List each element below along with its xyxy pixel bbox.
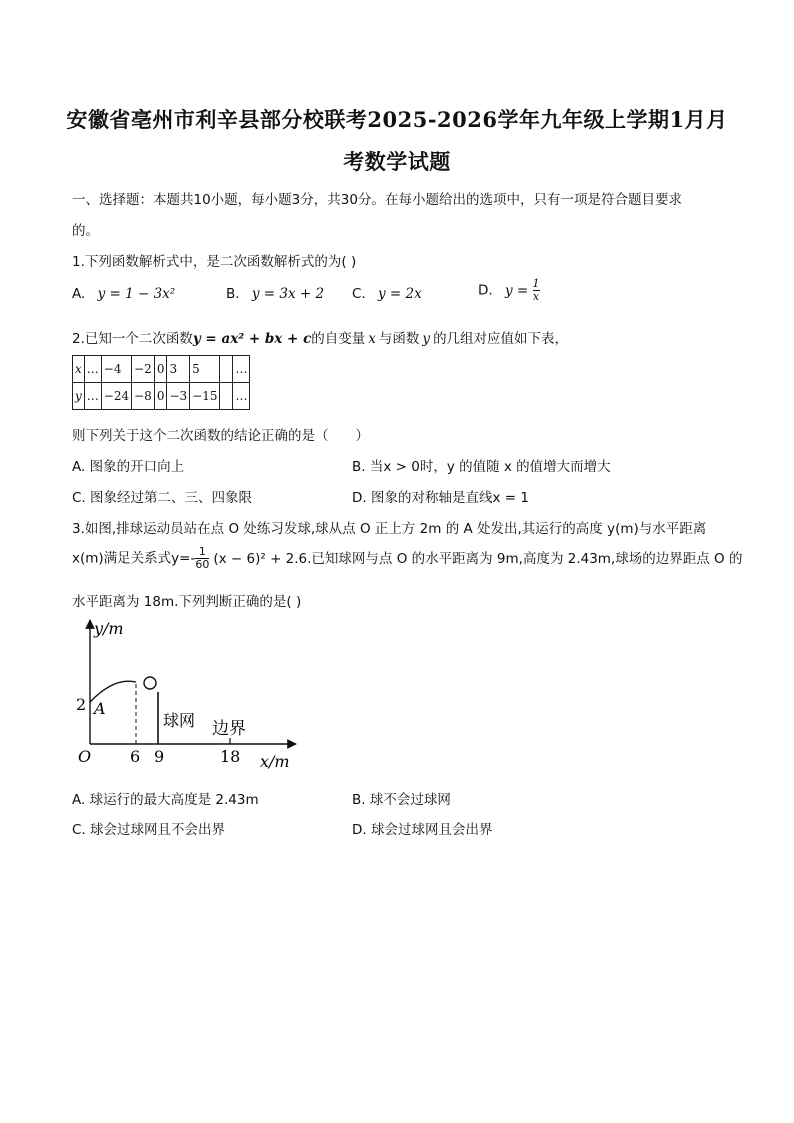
q3-option-c xyxy=(72,818,225,838)
option-label: C. xyxy=(352,286,366,302)
table-cell xyxy=(220,356,233,383)
q2-stem-mid: 的自变量 xyxy=(311,331,366,347)
y-axis-label: y/m xyxy=(94,619,124,638)
table-cell: … xyxy=(233,356,250,383)
q2-value-table xyxy=(72,355,250,410)
option-expr: y = 3x + 2 xyxy=(251,286,325,302)
table-cell: −15 xyxy=(190,383,220,410)
fraction-denominator: 60 xyxy=(195,558,210,571)
q2-question: 则下列关于这个二次函数的结论正确的是（ ） xyxy=(72,428,369,444)
fraction-numerator: 1 xyxy=(532,277,540,290)
option-expr: y = 2x xyxy=(378,286,422,302)
q2-formula: y = ax² + bx + c xyxy=(192,331,312,347)
fraction-denominator: x xyxy=(532,290,540,303)
x-tick-label: 6 xyxy=(130,747,141,766)
option-text: 球不会过球网 xyxy=(369,792,451,808)
q1-option-a xyxy=(72,286,175,302)
table-cell: … xyxy=(233,383,250,410)
q3-formula-prefix: x(m)满足关系式y=- xyxy=(72,550,196,567)
table-cell: x xyxy=(73,356,85,383)
table-cell: 0 xyxy=(154,383,167,410)
net-label: 球网 xyxy=(163,711,196,730)
q2-stem xyxy=(72,327,568,347)
x-tick-label: 9 xyxy=(154,747,165,766)
section-instructions: 一、选择题：本题共10小题，每小题3分，共30分。在每小题给出的选项中，只有一项是符合题目要求 xyxy=(72,192,682,208)
table-cell: 3 xyxy=(167,356,190,383)
table-row-x xyxy=(73,356,250,383)
table-cell: −3 xyxy=(167,383,190,410)
fraction xyxy=(533,278,540,303)
table-cell xyxy=(220,383,233,410)
option-label: A. xyxy=(72,792,86,808)
option-label: C. xyxy=(72,490,86,506)
option-label: D. xyxy=(352,490,367,506)
option-text: 球会过球网且会出界 xyxy=(370,822,493,838)
q3-formula-suffix: (x − 6)² + 2.6.已知球网与点 O 的水平距离为 9m,高度为 2.43m,球场的边界距点 O 的 xyxy=(213,550,743,567)
q3-option-d xyxy=(352,818,492,838)
table-cell: y xyxy=(73,383,85,410)
q2-option-d xyxy=(352,486,529,506)
q3-option-a xyxy=(72,788,259,808)
fraction xyxy=(195,546,209,571)
q2-option-c xyxy=(72,486,252,506)
q2-option-a xyxy=(72,455,184,475)
q3-stem-line-3: 水平距离为 18m.下列判断正确的是( ) xyxy=(72,594,302,610)
option-text: 球会过球网且不会出界 xyxy=(90,822,226,838)
q3-stem-line-1: 3.如图,排球运动员站在点 O 处练习发球,球从点 O 正上方 2m 的 A 处发出,其运行的高度 y(m)与水平距离 xyxy=(72,521,707,537)
q2-stem-suffix: 的几组对应值如下表， xyxy=(433,331,569,347)
option-label: D. xyxy=(478,282,493,299)
option-label: A. xyxy=(72,286,86,302)
table-cell: −8 xyxy=(132,383,155,410)
fraction-numerator: 1 xyxy=(198,545,206,558)
q2-var-y: y xyxy=(422,331,431,347)
table-cell: 5 xyxy=(190,356,220,383)
option-label: B. xyxy=(352,792,366,808)
q3-stem-line-2 xyxy=(72,546,742,571)
option-text: 图象经过第二、三、四象限 xyxy=(90,490,253,506)
option-label: B. xyxy=(352,459,366,475)
q1-option-d xyxy=(478,278,540,303)
option-label: D. xyxy=(352,822,367,838)
option-expr: y = 1 − 3x² xyxy=(97,286,176,302)
option-text: 球运行的最大高度是 2.43m xyxy=(89,792,259,808)
option-label: C. xyxy=(72,822,86,838)
option-expr: y = xyxy=(504,282,529,299)
q3-figure xyxy=(70,614,310,772)
exam-title-line-1: 安徽省亳州市利辛县部分校联考2025-2026学年九年级上学期1月月 xyxy=(66,107,728,132)
option-text: 图象的开口向上 xyxy=(89,459,185,475)
q2-var-x: x xyxy=(368,331,376,347)
section-instructions-cont: 的。 xyxy=(72,223,99,239)
x-axis-label: x/m xyxy=(260,752,290,771)
q1-option-c xyxy=(352,286,422,302)
table-cell: 0 xyxy=(154,356,167,383)
x-tick-label: 18 xyxy=(220,747,241,766)
exam-title-line-2: 考数学试题 xyxy=(343,149,451,174)
option-label: B. xyxy=(226,286,240,302)
option-label: A. xyxy=(72,459,86,475)
q1-option-b xyxy=(226,286,324,302)
table-row-y xyxy=(73,383,250,410)
table-cell: … xyxy=(84,383,101,410)
q2-stem-mid-2: 与函数 xyxy=(378,331,420,347)
table-cell: −24 xyxy=(101,383,131,410)
q2-stem-prefix: 2.已知一个二次函数 xyxy=(72,331,193,347)
q2-option-b xyxy=(352,455,611,475)
q3-option-b xyxy=(352,788,451,808)
table-cell: … xyxy=(84,356,101,383)
option-text: 当x > 0时，y 的值随 x 的值增大而增大 xyxy=(369,459,611,475)
boundary-label: 边界 xyxy=(212,719,246,739)
origin-label: O xyxy=(78,747,92,766)
table-cell: −4 xyxy=(101,356,131,383)
q1-stem: 1.下列函数解析式中，是二次函数解析式的为( ) xyxy=(72,254,357,270)
ball-icon xyxy=(144,677,156,689)
y-tick-label: 2 xyxy=(76,695,87,714)
point-a-label: A xyxy=(94,699,106,718)
option-text: 图象的对称轴是直线x = 1 xyxy=(370,490,529,506)
table-cell: −2 xyxy=(132,356,155,383)
